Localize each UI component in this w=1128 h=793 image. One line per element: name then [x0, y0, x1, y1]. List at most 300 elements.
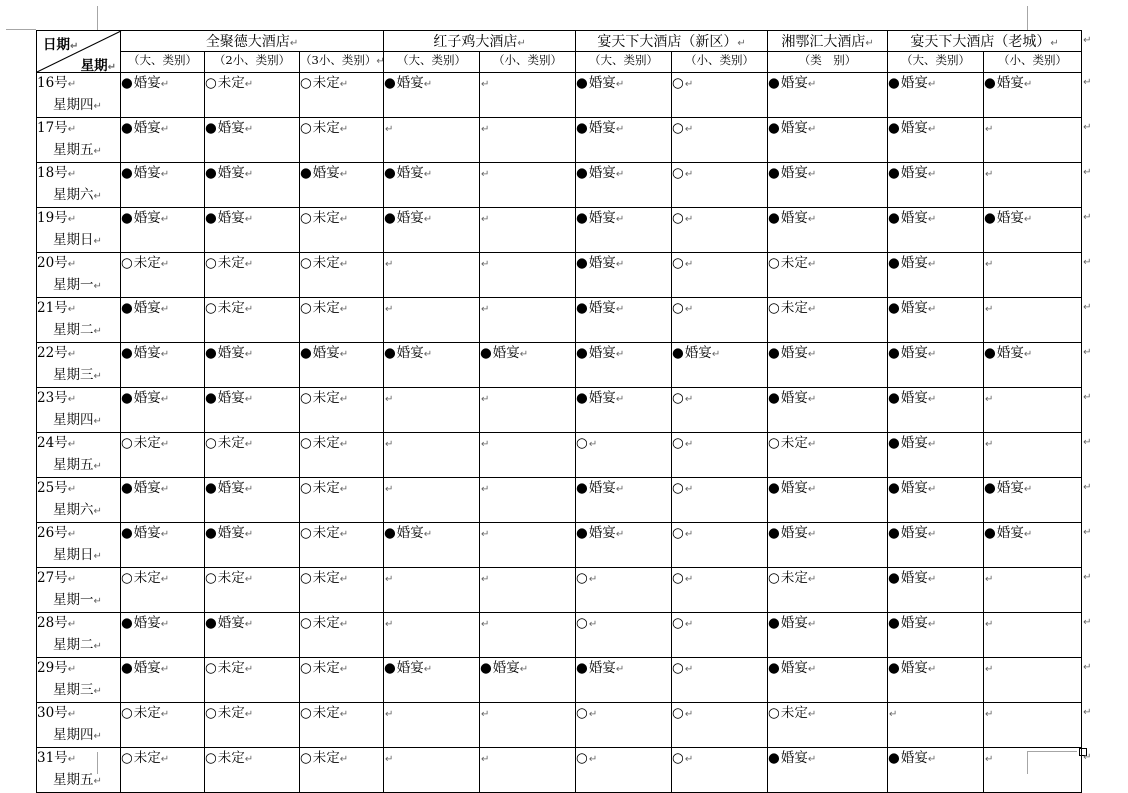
booking-cell[interactable]	[300, 748, 384, 793]
paragraph-mark: ↵	[1023, 484, 1033, 495]
booking-cell[interactable]	[672, 658, 768, 703]
status-marker: ●	[888, 165, 900, 181]
booking-cell[interactable]	[205, 388, 300, 433]
paragraph-mark: ↵	[339, 664, 349, 675]
booking-cell[interactable]	[480, 658, 576, 703]
booking-cell[interactable]	[888, 703, 984, 748]
booking-cell[interactable]	[205, 253, 300, 298]
day-number: 19号	[37, 210, 68, 226]
booking-cell[interactable]	[480, 388, 576, 433]
status-text: 未定	[312, 750, 340, 766]
booking-cell[interactable]	[205, 478, 300, 523]
booking-cell[interactable]	[888, 208, 984, 253]
status-marker: ●	[576, 75, 588, 91]
paragraph-mark: ↵	[684, 574, 694, 585]
status-marker: ○	[768, 255, 780, 271]
weekday: 星期六	[53, 187, 94, 203]
booking-cell[interactable]	[480, 343, 576, 388]
booking-cell[interactable]	[672, 388, 768, 433]
status-marker: ●	[384, 210, 396, 226]
paragraph-mark: ↵	[927, 529, 937, 540]
booking-cell[interactable]	[121, 73, 205, 118]
booking-cell[interactable]	[984, 523, 1082, 568]
booking-cell[interactable]	[984, 748, 1082, 793]
paragraph-mark: ↵	[927, 349, 937, 360]
booking-cell[interactable]	[576, 433, 672, 478]
status-text: 婚宴	[780, 120, 808, 136]
paragraph-mark: ↵	[385, 304, 394, 315]
row-end-mark: ↵	[1083, 391, 1092, 403]
booking-cell[interactable]	[300, 388, 384, 433]
booking-cell[interactable]	[300, 658, 384, 703]
booking-cell[interactable]	[984, 73, 1082, 118]
booking-cell[interactable]	[768, 343, 888, 388]
day-number: 24号	[37, 435, 68, 451]
date-cell: 21号↵ 星期二↵	[37, 298, 121, 343]
booking-cell[interactable]	[672, 748, 768, 793]
booking-cell[interactable]	[121, 613, 205, 658]
booking-cell[interactable]	[888, 73, 984, 118]
booking-cell[interactable]	[384, 658, 480, 703]
paragraph-mark: ↵	[385, 439, 394, 450]
status-marker: ●	[121, 525, 133, 541]
paragraph-mark: ↵	[244, 79, 254, 90]
booking-cell[interactable]	[384, 343, 480, 388]
status-marker: ●	[576, 390, 588, 406]
row-end-mark: ↵	[1083, 481, 1092, 493]
status-text: 婚宴	[900, 210, 928, 226]
booking-cell[interactable]	[768, 478, 888, 523]
booking-cell[interactable]	[768, 163, 888, 208]
booking-cell[interactable]	[576, 208, 672, 253]
weekday-label: 星期↵	[80, 58, 116, 74]
booking-cell[interactable]	[672, 343, 768, 388]
status-marker: ○	[672, 300, 684, 316]
row-end-mark: ↵	[1083, 706, 1092, 718]
status-text: 婚宴	[900, 300, 928, 316]
booking-cell[interactable]	[480, 568, 576, 613]
booking-cell[interactable]	[984, 433, 1082, 478]
booking-cell[interactable]	[480, 208, 576, 253]
booking-cell[interactable]	[576, 163, 672, 208]
booking-cell[interactable]	[300, 208, 384, 253]
table-row	[37, 118, 1082, 163]
booking-cell[interactable]	[984, 613, 1082, 658]
paragraph-mark: ↵	[807, 169, 817, 180]
booking-cell[interactable]	[480, 478, 576, 523]
booking-cell[interactable]	[672, 523, 768, 568]
booking-cell[interactable]	[984, 118, 1082, 163]
booking-cell[interactable]	[888, 748, 984, 793]
day-number: 17号	[37, 120, 68, 136]
status-text: 未定	[217, 75, 245, 91]
booking-cell[interactable]	[576, 613, 672, 658]
booking-cell[interactable]	[121, 703, 205, 748]
booking-cell[interactable]	[480, 433, 576, 478]
status-text: 婚宴	[684, 345, 712, 361]
booking-cell[interactable]	[121, 388, 205, 433]
schedule-body	[37, 73, 1082, 793]
booking-cell[interactable]	[984, 568, 1082, 613]
booking-cell[interactable]	[205, 163, 300, 208]
booking-cell[interactable]	[672, 163, 768, 208]
booking-cell[interactable]	[888, 433, 984, 478]
booking-cell[interactable]	[384, 568, 480, 613]
booking-cell[interactable]	[576, 568, 672, 613]
booking-cell[interactable]	[121, 658, 205, 703]
booking-cell[interactable]	[480, 523, 576, 568]
status-text: 婚宴	[588, 255, 616, 271]
booking-cell[interactable]	[768, 523, 888, 568]
booking-cell[interactable]	[300, 478, 384, 523]
booking-cell[interactable]	[888, 343, 984, 388]
date-cell: 28号↵ 星期二↵	[37, 613, 121, 658]
status-text: 婚宴	[780, 525, 808, 541]
booking-cell[interactable]	[888, 658, 984, 703]
status-marker: ○	[121, 705, 133, 721]
paragraph-mark: ↵	[160, 304, 170, 315]
paragraph-mark: ↵	[985, 709, 994, 720]
status-marker: ○	[300, 615, 312, 631]
booking-cell[interactable]	[888, 388, 984, 433]
booking-cell[interactable]	[205, 343, 300, 388]
hotel-header-yantianxia-new: 宴天下大酒店（新区）↵	[576, 31, 768, 52]
status-marker: ○	[768, 705, 780, 721]
paragraph-mark: ↵	[339, 619, 349, 630]
status-text: 婚宴	[780, 615, 808, 631]
status-text: 婚宴	[900, 435, 928, 451]
booking-cell[interactable]	[576, 388, 672, 433]
status-text: 婚宴	[217, 615, 245, 631]
booking-cell[interactable]	[768, 433, 888, 478]
booking-cell[interactable]	[300, 433, 384, 478]
booking-cell[interactable]	[384, 253, 480, 298]
booking-cell[interactable]	[984, 298, 1082, 343]
status-text: 婚宴	[133, 120, 161, 136]
booking-cell[interactable]	[768, 118, 888, 163]
booking-cell[interactable]	[888, 568, 984, 613]
booking-cell[interactable]	[768, 388, 888, 433]
table-row	[37, 298, 1082, 343]
paragraph-mark: ↵	[588, 574, 598, 585]
booking-cell[interactable]	[205, 298, 300, 343]
paragraph-mark: ↵	[385, 754, 394, 765]
booking-cell[interactable]	[300, 163, 384, 208]
booking-cell[interactable]	[672, 568, 768, 613]
weekday: 星期六	[53, 502, 94, 518]
booking-cell[interactable]	[121, 523, 205, 568]
booking-cell[interactable]	[384, 478, 480, 523]
booking-cell[interactable]	[888, 478, 984, 523]
status-text: 婚宴	[780, 390, 808, 406]
booking-cell[interactable]	[205, 433, 300, 478]
date-cell: 20号↵ 星期一↵	[37, 253, 121, 298]
booking-cell[interactable]	[384, 73, 480, 118]
status-text: 婚宴	[588, 345, 616, 361]
status-marker: ○	[121, 750, 133, 766]
paragraph-mark: ↵	[339, 259, 349, 270]
paragraph-mark: ↵	[615, 349, 625, 360]
status-marker: ●	[768, 615, 780, 631]
booking-cell[interactable]	[300, 523, 384, 568]
booking-cell[interactable]	[672, 613, 768, 658]
booking-cell[interactable]	[576, 703, 672, 748]
category-header: （2小、类别）	[205, 52, 300, 73]
booking-cell[interactable]	[768, 298, 888, 343]
status-text: 未定	[780, 300, 808, 316]
booking-cell[interactable]	[205, 523, 300, 568]
paragraph-mark: ↵	[160, 124, 170, 135]
weekday: 星期四	[53, 412, 94, 428]
status-marker: ●	[121, 75, 133, 91]
day-number: 22号	[37, 345, 68, 361]
booking-cell[interactable]	[576, 298, 672, 343]
booking-cell[interactable]	[480, 703, 576, 748]
booking-cell[interactable]	[984, 703, 1082, 748]
status-marker: ●	[984, 345, 996, 361]
booking-cell[interactable]	[480, 613, 576, 658]
booking-cell[interactable]	[984, 658, 1082, 703]
booking-cell[interactable]	[480, 163, 576, 208]
booking-cell[interactable]	[384, 703, 480, 748]
booking-cell[interactable]	[576, 253, 672, 298]
status-text: 婚宴	[996, 525, 1024, 541]
status-text: 未定	[133, 435, 161, 451]
booking-cell[interactable]	[768, 568, 888, 613]
paragraph-mark: ↵	[615, 484, 625, 495]
paragraph-mark: ↵	[160, 439, 170, 450]
booking-cell[interactable]	[121, 163, 205, 208]
booking-cell[interactable]	[768, 208, 888, 253]
booking-cell[interactable]	[384, 523, 480, 568]
paragraph-mark: ↵	[385, 484, 394, 495]
booking-cell[interactable]	[672, 253, 768, 298]
booking-cell[interactable]	[121, 568, 205, 613]
booking-cell[interactable]	[205, 748, 300, 793]
booking-cell[interactable]	[984, 253, 1082, 298]
status-text: 未定	[780, 435, 808, 451]
status-marker: ●	[384, 525, 396, 541]
paragraph-mark: ↵	[244, 169, 254, 180]
paragraph-mark: ↵	[481, 709, 490, 720]
status-text: 婚宴	[900, 525, 928, 541]
status-marker: ●	[672, 345, 684, 361]
booking-cell[interactable]	[384, 433, 480, 478]
status-text: 婚宴	[780, 345, 808, 361]
booking-cell[interactable]	[672, 73, 768, 118]
status-text: 未定	[312, 300, 340, 316]
booking-cell[interactable]	[576, 73, 672, 118]
table-row	[37, 568, 1082, 613]
booking-cell[interactable]	[480, 118, 576, 163]
status-marker: ●	[300, 345, 312, 361]
status-marker: ●	[888, 120, 900, 136]
booking-cell[interactable]	[888, 253, 984, 298]
paragraph-mark: ↵	[160, 79, 170, 90]
paragraph-mark: ↵	[807, 529, 817, 540]
status-text: 婚宴	[217, 165, 245, 181]
paragraph-mark: ↵	[985, 124, 994, 135]
booking-cell[interactable]	[384, 163, 480, 208]
booking-cell[interactable]	[888, 163, 984, 208]
booking-cell[interactable]	[121, 748, 205, 793]
booking-cell[interactable]	[300, 73, 384, 118]
booking-cell[interactable]	[480, 73, 576, 118]
paragraph-mark: ↵	[481, 124, 490, 135]
booking-cell[interactable]	[672, 703, 768, 748]
status-marker: ○	[300, 300, 312, 316]
booking-cell[interactable]	[768, 73, 888, 118]
booking-cell[interactable]	[384, 118, 480, 163]
booking-cell[interactable]	[888, 523, 984, 568]
booking-cell[interactable]	[984, 208, 1082, 253]
booking-cell[interactable]	[121, 433, 205, 478]
status-text: 婚宴	[900, 165, 928, 181]
status-marker: ●	[768, 525, 780, 541]
hotel-header-quanjude: 全聚德大酒店↵	[121, 31, 384, 52]
booking-cell[interactable]	[384, 298, 480, 343]
paragraph-mark: ↵	[160, 754, 170, 765]
status-marker: ●	[888, 210, 900, 226]
paragraph-mark: ↵	[615, 169, 625, 180]
booking-cell[interactable]	[480, 748, 576, 793]
status-marker: ●	[480, 660, 492, 676]
status-marker: ●	[384, 345, 396, 361]
booking-cell[interactable]	[205, 73, 300, 118]
booking-cell[interactable]	[480, 253, 576, 298]
header-row-categories	[37, 52, 1082, 73]
booking-cell[interactable]	[672, 478, 768, 523]
paragraph-mark: ↵	[807, 754, 817, 765]
date-cell: 29号↵ 星期三↵	[37, 658, 121, 703]
status-marker: ●	[888, 570, 900, 586]
paragraph-mark: ↵	[481, 169, 490, 180]
status-marker: ○	[300, 120, 312, 136]
paragraph-mark: ↵	[927, 394, 937, 405]
booking-cell[interactable]	[672, 298, 768, 343]
paragraph-mark: ↵	[160, 394, 170, 405]
booking-cell[interactable]	[121, 253, 205, 298]
status-marker: ●	[121, 120, 133, 136]
booking-cell[interactable]	[576, 478, 672, 523]
booking-cell[interactable]	[205, 118, 300, 163]
row-end-mark: ↵	[1083, 616, 1092, 628]
booking-cell[interactable]	[121, 298, 205, 343]
booking-cell[interactable]	[300, 253, 384, 298]
day-number: 28号	[37, 615, 68, 631]
booking-cell[interactable]	[672, 208, 768, 253]
status-text: 婚宴	[217, 390, 245, 406]
booking-cell[interactable]	[300, 703, 384, 748]
booking-cell[interactable]	[384, 748, 480, 793]
status-marker: ○	[300, 480, 312, 496]
status-marker: ○	[672, 705, 684, 721]
booking-cell[interactable]	[672, 118, 768, 163]
booking-cell[interactable]	[300, 298, 384, 343]
status-marker: ○	[576, 705, 588, 721]
booking-cell[interactable]	[205, 208, 300, 253]
booking-cell[interactable]	[384, 208, 480, 253]
status-text: 未定	[312, 525, 340, 541]
booking-cell[interactable]	[984, 343, 1082, 388]
booking-cell[interactable]	[384, 613, 480, 658]
status-text: 婚宴	[396, 210, 424, 226]
status-text: 婚宴	[492, 345, 520, 361]
table-row	[37, 163, 1082, 208]
paragraph-mark: ↵	[807, 304, 817, 315]
row-end-mark: ↵	[1083, 526, 1092, 538]
day-number: 20号	[37, 255, 68, 271]
booking-cell[interactable]	[300, 343, 384, 388]
booking-cell[interactable]	[768, 748, 888, 793]
booking-cell[interactable]	[300, 118, 384, 163]
booking-cell[interactable]	[984, 388, 1082, 433]
booking-cell[interactable]	[300, 613, 384, 658]
paragraph-mark: ↵	[588, 439, 598, 450]
booking-cell[interactable]	[576, 523, 672, 568]
booking-cell[interactable]	[480, 298, 576, 343]
status-text: 未定	[312, 660, 340, 676]
booking-cell[interactable]	[888, 298, 984, 343]
booking-cell[interactable]	[205, 613, 300, 658]
booking-cell[interactable]	[121, 118, 205, 163]
booking-cell[interactable]	[121, 208, 205, 253]
paragraph-mark: ↵	[927, 664, 937, 675]
paragraph-mark: ↵	[339, 529, 349, 540]
booking-cell[interactable]	[984, 163, 1082, 208]
paragraph-mark: ↵	[927, 484, 937, 495]
booking-cell[interactable]	[205, 703, 300, 748]
date-cell: 26号↵ 星期日↵	[37, 523, 121, 568]
booking-cell[interactable]	[205, 568, 300, 613]
status-marker: ●	[768, 120, 780, 136]
paragraph-mark: ↵	[481, 619, 490, 630]
booking-cell[interactable]	[121, 343, 205, 388]
status-marker: ●	[768, 390, 780, 406]
booking-cell[interactable]	[121, 478, 205, 523]
booking-cell[interactable]	[888, 613, 984, 658]
booking-cell[interactable]	[576, 343, 672, 388]
booking-cell[interactable]	[768, 658, 888, 703]
status-marker: ○	[121, 435, 133, 451]
booking-cell[interactable]	[205, 658, 300, 703]
booking-cell[interactable]	[300, 568, 384, 613]
paragraph-mark: ↵	[385, 574, 394, 585]
booking-cell[interactable]	[672, 433, 768, 478]
booking-cell[interactable]	[768, 703, 888, 748]
booking-cell[interactable]	[576, 658, 672, 703]
status-marker: ○	[205, 75, 217, 91]
status-marker: ○	[205, 300, 217, 316]
status-marker: ●	[205, 210, 217, 226]
status-marker: ●	[768, 210, 780, 226]
booking-cell[interactable]	[984, 478, 1082, 523]
paragraph-mark: ↵	[807, 214, 817, 225]
header-row-hotels	[37, 31, 1082, 52]
weekday: 星期三	[53, 682, 94, 698]
status-marker: ○	[205, 750, 217, 766]
paragraph-mark: ↵	[807, 619, 817, 630]
booking-cell[interactable]	[576, 118, 672, 163]
booking-cell[interactable]	[384, 388, 480, 433]
booking-cell[interactable]	[768, 253, 888, 298]
booking-cell[interactable]	[888, 118, 984, 163]
day-number: 29号	[37, 660, 68, 676]
booking-cell[interactable]	[576, 748, 672, 793]
booking-cell[interactable]	[768, 613, 888, 658]
status-text: 婚宴	[996, 210, 1024, 226]
status-text: 婚宴	[996, 345, 1024, 361]
